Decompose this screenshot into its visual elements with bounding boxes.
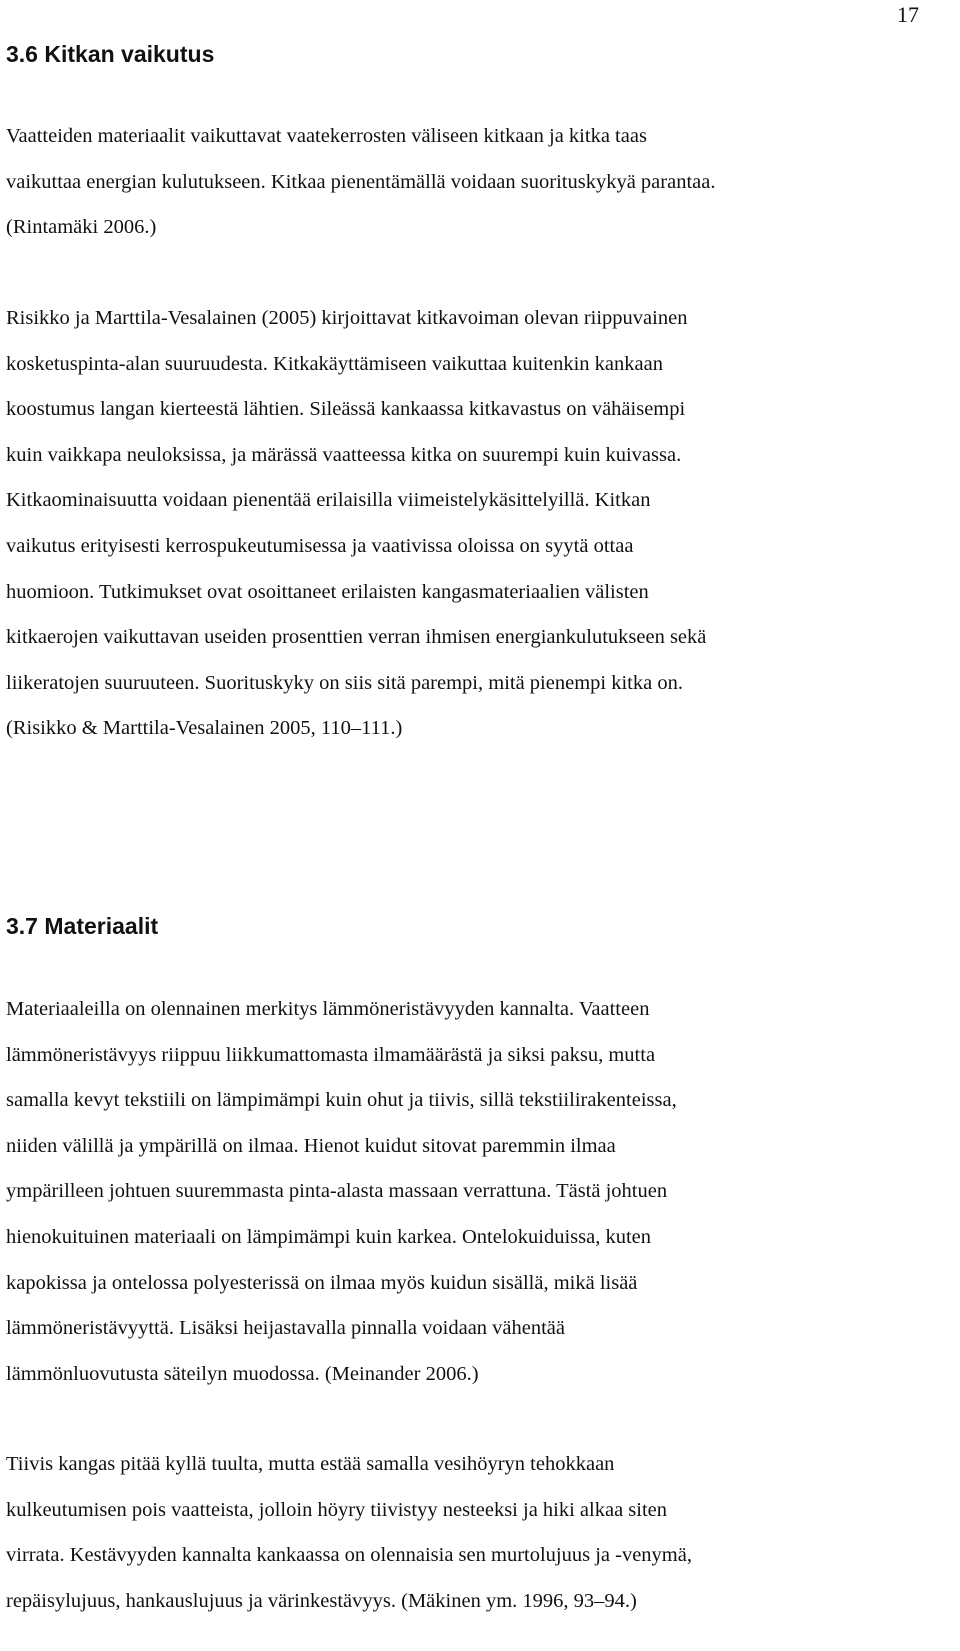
text-line: samalla kevyt tekstiili on lämpimämpi kuin ohut ja tiivis, sillä tekstiilirakenteissa, bbox=[6, 1089, 677, 1112]
section-heading-3-6: 3.6 Kitkan vaikutus bbox=[6, 41, 215, 67]
text-line: lämmöneristävyyttä. Lisäksi heijastavalla pinnalla voidaan vähentää bbox=[6, 1317, 566, 1340]
text-line: (Rintamäki 2006.) bbox=[6, 216, 157, 239]
text-line: kosketuspinta-alan suuruudesta. Kitkakäyttämiseen vaikuttaa kuitenkin kankaan bbox=[6, 352, 663, 375]
text-line: liikeratojen suuruuteen. Suorituskyky on siis sitä parempi, mitä pienempi kitka on. bbox=[6, 671, 683, 694]
page-number: 17 bbox=[897, 2, 919, 27]
text-line: koostumus langan kierteestä lähtien. Sileässä kankaassa kitkavastus on vähäisempi bbox=[6, 398, 686, 421]
text-line: Tiivis kangas pitää kyllä tuulta, mutta estää samalla vesihöyryn tehokkaan bbox=[6, 1453, 615, 1475]
text-line: ympärilleen johtuen suuremmasta pinta-alasta massaan verrattuna. Tästä johtuen bbox=[6, 1180, 668, 1203]
text-line: (Risikko & Marttila-Vesalainen 2005, 110–111.) bbox=[6, 717, 403, 740]
text-line: hienokuituinen materiaali on lämpimämpi kuin karkea. Ontelokuiduissa, kuten bbox=[6, 1225, 652, 1248]
paragraph-risikko bbox=[6, 296, 941, 752]
text-line: lämmöneristävyys riippuu liikkumattomasta ilmamäärästä ja siksi paksu, mutta bbox=[6, 1043, 656, 1066]
text-line: repäisylujuus, hankauslujuus ja värinkestävyys. (Mäkinen ym. 1996, 93–94.) bbox=[6, 1589, 637, 1612]
text-line: lämmönluovutusta säteilyn muodossa. (Meinander 2006.) bbox=[6, 1362, 479, 1385]
text-line: Kitkaominaisuutta voidaan pienentää erilaisilla viimeistelykäsittelyillä. Kitkan bbox=[6, 489, 651, 512]
paragraph-makinen bbox=[6, 1442, 941, 1624]
paragraph-rintamaki bbox=[6, 114, 941, 251]
text-line: Materiaaleilla on olennainen merkitys lämmöneristävyyden kannalta. Vaatteen bbox=[6, 998, 650, 1020]
text-line: Vaatteiden materiaalit vaikuttavat vaatekerrosten väliseen kitkaan ja kitka taas bbox=[6, 125, 647, 147]
section-heading-3-7: 3.7 Materiaalit bbox=[6, 913, 159, 939]
text-line: Risikko ja Marttila-Vesalainen (2005) kirjoittavat kitkavoiman olevan riippuvainen bbox=[6, 307, 688, 329]
text-line: vaikutus erityisesti kerrospukeutumisessa ja vaativissa oloissa on syytä ottaa bbox=[6, 534, 634, 557]
text-line: vaikuttaa energian kulutukseen. Kitkaa pienentämällä voidaan suorituskykyä parantaa. bbox=[6, 170, 716, 193]
text-line: kuin vaikkapa neuloksissa, ja märässä vaatteessa kitka on suurempi kuin kuivassa. bbox=[6, 443, 682, 466]
text-line: virrata. Kestävyyden kannalta kankaassa on olennaisia sen murtolujuus ja -venymä, bbox=[6, 1544, 692, 1567]
text-line: niiden välillä ja ympärillä on ilmaa. Hienot kuidut sitovat paremmin ilmaa bbox=[6, 1134, 616, 1157]
paragraph-meinander bbox=[6, 987, 941, 1397]
text-line: kitkaerojen vaikuttavan useiden prosenttien verran ihmisen energiankulutukseen sekä bbox=[6, 626, 707, 649]
text-line: huomioon. Tutkimukset ovat osoittaneet erilaisten kangasmateriaalien välisten bbox=[6, 580, 649, 603]
text-line: kapokissa ja ontelossa polyesterissä on ilmaa myös kuidun sisällä, mikä lisää bbox=[6, 1271, 638, 1294]
text-line: kulkeutumisen pois vaatteista, jolloin höyry tiivistyy nesteeksi ja hiki alkaa siten bbox=[6, 1498, 668, 1521]
